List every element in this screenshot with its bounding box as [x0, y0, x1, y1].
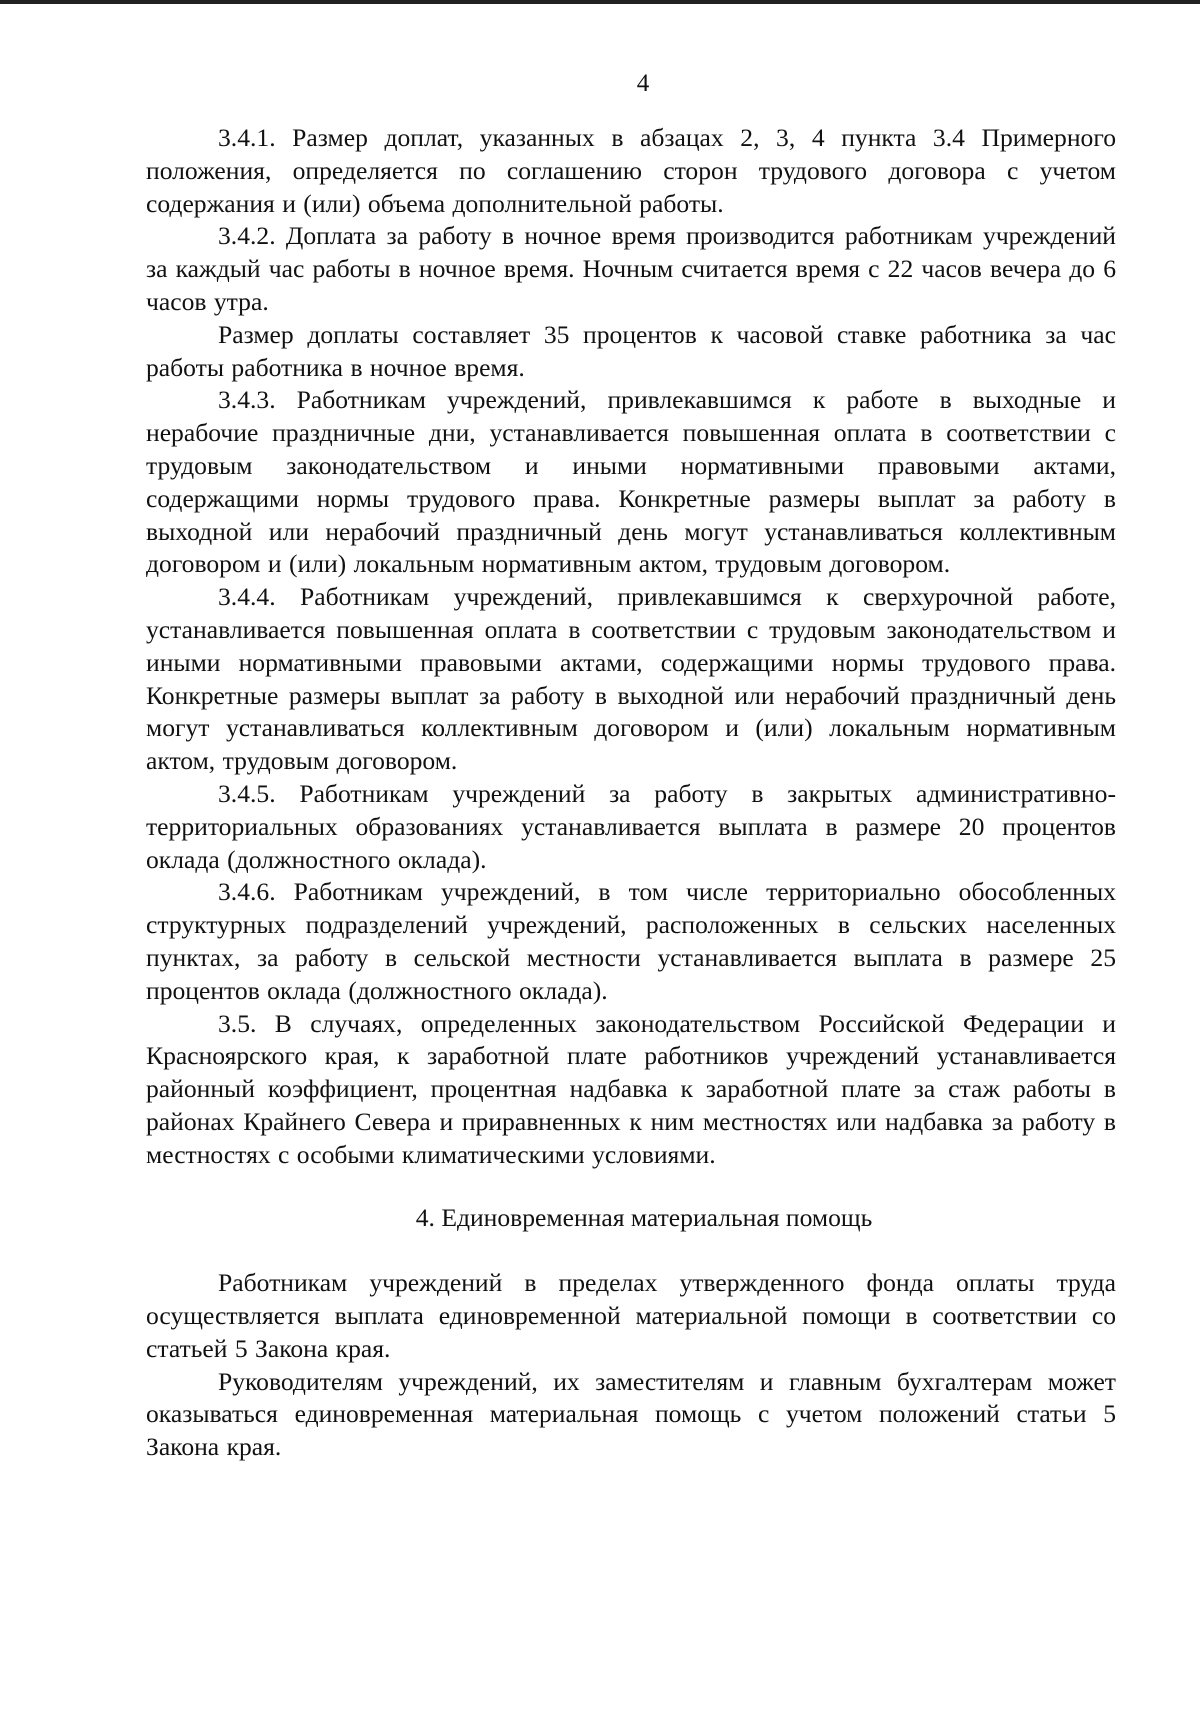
paragraph-3-4-1: 3.4.1. Размер доплат, указанных в абзацах 2, 3, 4 пункта 3.4 Примерного положения, определяется по соглашению сторон трудового договора с учетом содержания и (или) объема дополнительной работы. — [146, 123, 1116, 218]
paragraph-4-managers: Руководителям учреждений, их заместителям и главным бухгалтерам может оказываться единовременная материальная помощь с учетом положений статьи 5 Закона края. — [146, 1366, 1116, 1462]
paragraph-3-5: 3.5. В случаях, определенных законодательством Российской Федерации и Красноярского края, к заработной плате работников учреждений устанавливается районный коэффициент, процентная надбавка к заработной плате за стаж работы в районах Крайнего Севера и приравненных к ним местностях или надбавка за работу в местностях с особыми климатическими условиями. — [146, 1008, 1116, 1169]
section-3-body — [146, 122, 1116, 1172]
paragraph-night-rate: Размер доплаты составляет 35 процентов к часовой ставке работника за час работы работника в ночное время. — [146, 319, 1116, 382]
page-number: 4 — [636, 70, 650, 97]
paragraph-4-employees: Работникам учреждений в пределах утвержденного фонда оплаты труда осуществляется выплата единовременной материальной помощи в соответствии со статьей 5 Закона края. — [146, 1268, 1116, 1363]
page-top-edge — [0, 0, 1200, 4]
paragraph-3-4-4: 3.4.4. Работникам учреждений, привлекавшимся к сверхурочной работе, устанавливается повышенная оплата в соответствии с трудовым законодательством и иными нормативными правовыми актами, содержащими нормы трудового права. Конкретные размеры выплат за работу в выходной или нерабочий праздничный день могут устанавливаться коллективным договором и (или) локальным нормативным актом, трудовым договором. — [146, 582, 1116, 776]
document-page — [146, 68, 1116, 1464]
paragraph-3-4-6: 3.4.6. Работникам учреждений, в том числе территориально обособленных структурных подразделений учреждений, расположенных в сельских населенных пунктах, за работу в сельской местности устанавливается выплата в размере 25 процентов оклада (должностного оклада). — [146, 877, 1116, 1005]
paragraph-3-4-3: 3.4.3. Работникам учреждений, привлекавшимся к работе в выходные и нерабочие праздничные дни, устанавливается повышенная оплата в соответствии с трудовым законодательством и иными нормативными правовыми актами, содержащими нормы трудового права. Конкретные размеры выплат за работу в выходной или нерабочий праздничный день могут устанавливаться коллективным договором и (или) локальным нормативным актом, трудовым договором. — [146, 385, 1116, 579]
section-4-body — [146, 1267, 1116, 1464]
section-4-heading: 4. Единовременная материальная помощь — [415, 1202, 873, 1232]
paragraph-3-4-5: 3.4.5. Работникам учреждений за работу в закрытых административно-территориальных образованиях устанавливается выплата в размере 20 процентов оклада (должностного оклада). — [146, 778, 1116, 874]
paragraph-3-4-2: 3.4.2. Доплата за работу в ночное время производится работникам учреждений за каждый час работы в ночное время. Ночным считается время с 22 часов вечера до 6 часов утра. — [146, 221, 1116, 316]
